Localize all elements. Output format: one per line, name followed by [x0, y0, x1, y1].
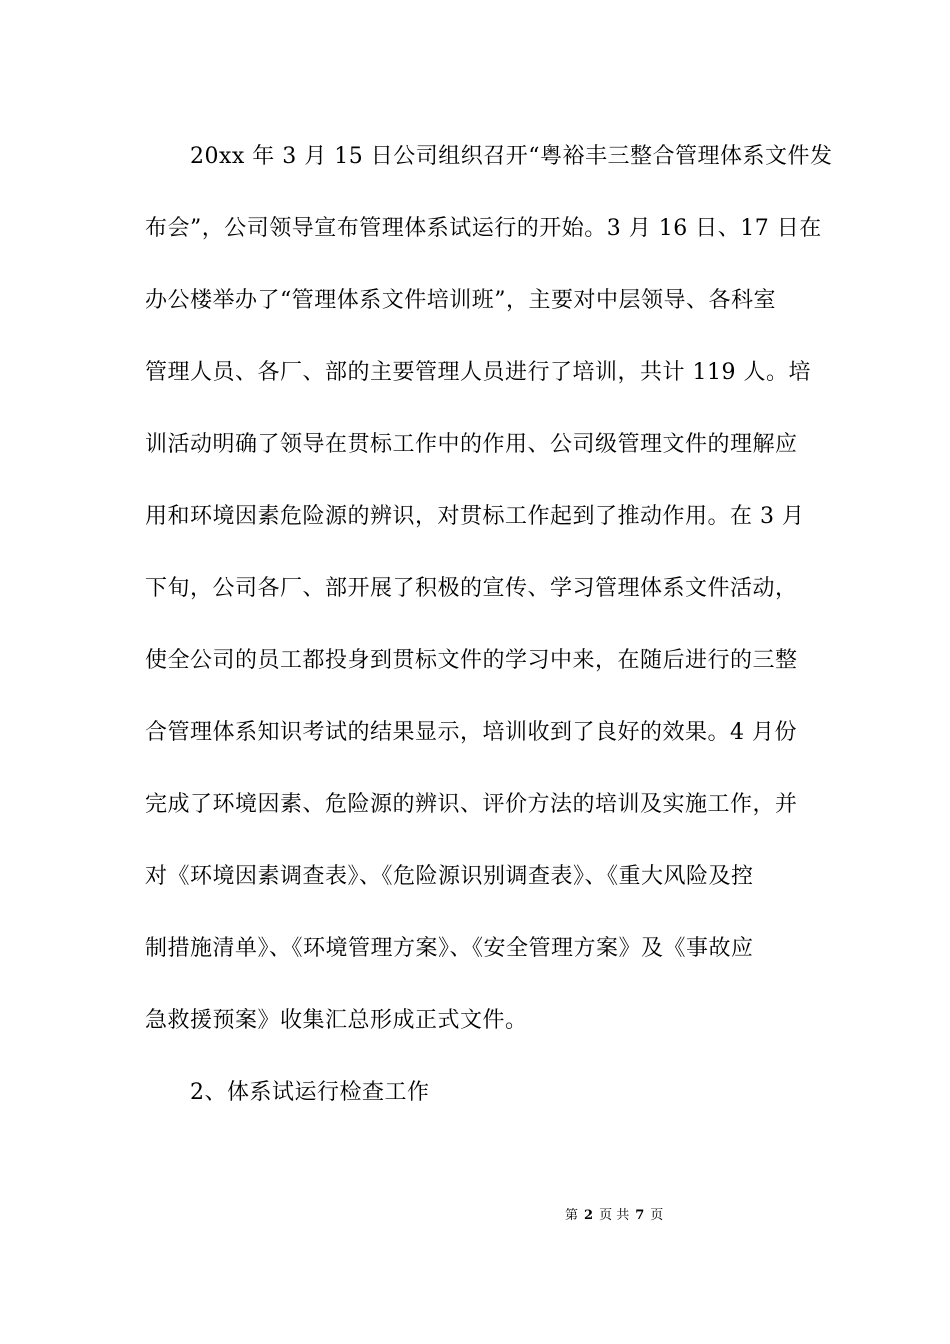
footer-total-pages: 7 [635, 1208, 645, 1223]
paragraph-line: 使全公司的员工都投身到贯标文件的学习中来，在随后进行的三整 [145, 648, 798, 673]
footer-suffix: 页 [650, 1208, 664, 1223]
footer-prefix: 第 [565, 1208, 579, 1223]
paragraph-line: 合管理体系知识考试的结果显示，培训收到了良好的效果。4 月份 [145, 720, 797, 745]
paragraph-line: 管理人员、各厂、部的主要管理人员进行了培训，共计 119 人。培 [145, 360, 811, 385]
paragraph-line: 办公楼举办了“管理体系文件培训班”，主要对中层领导、各科室 [145, 288, 776, 313]
paragraph-line: 20xx 年 3 月 15 日公司组织召开“粤裕丰三整合管理体系文件发 [190, 144, 833, 169]
paragraph-line: 急救援预案》收集汇总形成正式文件。 [145, 1008, 528, 1033]
paragraph-line: 制措施清单》、《环境管理方案》、《安全管理方案》及《事故应 [145, 936, 754, 961]
footer-current-page: 2 [584, 1208, 594, 1223]
paragraph-line: 用和环境因素危险源的辨识，对贯标工作起到了推动作用。在 3 月 [145, 504, 805, 529]
paragraph-line: 对《环境因素调查表》、《危险源识别调查表》、《重大风险及控 [145, 864, 754, 889]
page-footer [0, 1208, 950, 1224]
paragraph-line: 布会”，公司领导宣布管理体系试运行的开始。3 月 16 日、17 日在 [145, 216, 822, 241]
section-heading: 2、体系试运行检查工作 [190, 1080, 430, 1105]
paragraph-line: 下旬，公司各厂、部开展了积极的宣传、学习管理体系文件活动， [145, 576, 798, 601]
paragraph-line: 完成了环境因素、危险源的辨识、评价方法的培训及实施工作，并 [145, 792, 798, 817]
footer-middle: 页 共 [599, 1208, 630, 1223]
paragraph-line: 训活动明确了领导在贯标工作中的作用、公司级管理文件的理解应 [145, 432, 798, 457]
